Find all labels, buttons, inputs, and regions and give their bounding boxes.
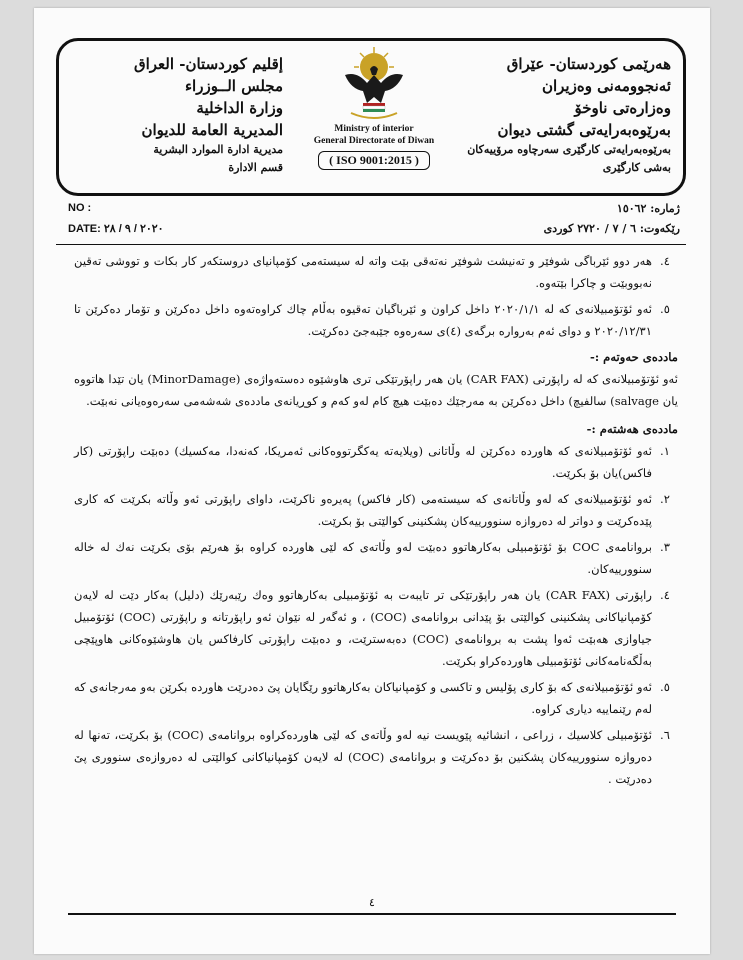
- list-item: [74, 298, 678, 342]
- page-number: ٤: [369, 896, 375, 909]
- list-item: [74, 584, 678, 672]
- letterhead-line: بەشی کارگێری: [602, 161, 671, 174]
- document-number: ژمارە: ١٥٠٦٢: [616, 202, 680, 215]
- no-label: NO :: [68, 202, 92, 214]
- item-number: ٢.: [660, 492, 670, 506]
- english-directorate: General Directorate of Diwan: [313, 136, 435, 146]
- letterhead-line: بەرێوەبەرایەتی گشتی دیوان: [497, 121, 671, 139]
- list-item: [74, 536, 678, 580]
- section-eight-title: ماددەی هەشتەم :-: [586, 422, 678, 436]
- emblem-block: [291, 45, 457, 170]
- document-body: [74, 250, 678, 890]
- document-page: [34, 8, 710, 954]
- letterhead-line: مجلس الــوزراء: [184, 77, 283, 95]
- item-number: ٣.: [660, 540, 670, 554]
- letterhead-line: المديرية العامة للديوان: [141, 121, 283, 139]
- letterhead-line: قسم الادارة: [228, 161, 283, 174]
- letterhead-line: مديرية ادارة الموارد البشرية: [153, 143, 283, 156]
- item-number: ١.: [660, 444, 670, 458]
- item-text: راپۆرتی (CAR FAX) یان هەر راپۆرتێکی تر تایبەت بە ئۆتۆمبیلی بەکارهاتوو وەك رێبەرێك (دلیل) بەکار دێت لە لایەن کۆمپانیاکانی پشکنینی کوالێتی بۆ پێدانی بروانامەی (COC) ، و ئەگەر لە نێوان ئەو راپۆرتانە و راپۆرتی (COC) ئۆتۆمبیل جیاوازی هەبێت ئەوا پشت بە بروانامەی (COC) دەبەسترێت، و دەبێت راپۆرتی کارفاکس یان هاوشێوەکانی هاوپێچی بەڵگەنامەکانی ئۆتۆمبیلی هاوردەکراو بکرێت.: [74, 588, 652, 668]
- kurdistan-eagle-emblem-icon: [337, 45, 411, 123]
- list-item: [74, 440, 678, 484]
- letterhead-line: هەرێمی کوردستان- عێراق: [506, 55, 671, 73]
- divider: [56, 244, 686, 245]
- item-text: ئەو ئۆتۆمبیلانەی کە لەو وڵاتانەی کە سیستەمی (کار فاکس) پەیرەو ناکرێت، داوای راپۆرتی ئەو وڵاتە بکرێت کە کاری پێدەکرێت و دواتر لە دەروازە سنوورییەکان پشکنینی کوالێتی بۆ بکرێت.: [74, 492, 652, 528]
- kurdish-letterhead: [439, 53, 671, 177]
- letterhead-line: وزارة الداخلية: [196, 99, 283, 117]
- letterhead-line: ئەنجوومەنی وەزیران: [541, 77, 671, 95]
- item-number: ٤.: [660, 254, 670, 268]
- document-date: رێکەوت: ٦ / ٧ / ٢٧٢٠ كوردی: [543, 222, 680, 235]
- letterhead-line: إقليم كوردستان- العراق: [133, 55, 283, 73]
- iso-badge: ( ISO 9001:2015 ): [318, 151, 430, 170]
- item-number: ٥.: [660, 302, 670, 316]
- date-label: DATE: ٢٠٢٠ / ٩ / ٢٨: [68, 223, 164, 235]
- list-item: [74, 250, 678, 294]
- section-seven-title: ماددەی حەوتەم :-: [590, 350, 678, 364]
- item-text: ئەو ئۆتۆمبیلانەی کە هاوردە دەکرێن لە وڵاتانی (ویلایەتە یەکگرتووەکانی ئەمریکا، کەنەدا، مەکسیك) دەبێت راپۆرتی (کار فاکس)یان بۆ بکرێت.: [74, 444, 652, 480]
- list-item: [74, 488, 678, 532]
- item-number: ٥.: [660, 680, 670, 694]
- item-number: ٦.: [660, 728, 670, 742]
- item-text: ئۆتۆمبیلی کلاسیك ، زراعی ، انشائیە پێویست نیە لەو وڵاتەی کە لێی هاوردەکراوە بروانامەی (COC) بۆ بکرێت، تەنها لە دەروازە سنوورییەکان پشکنین بۆ دەکرێت و بروانامەی (COC) لە لایەن کۆمپانیاکانی کوالێتی لە دەروازەی سنووری پێ دەدرێت .: [74, 728, 652, 786]
- item-text: هەر دوو ئێرباگی شوفێر و تەنیشت شوفێر نەتەقی بێت واتە لە سیستەمی کۆمپانیای دروستکەر کار بکات و تووشی تەقین نەبووبێت و چاکرا بێتەوە.: [74, 254, 652, 290]
- footer-divider: [68, 913, 676, 915]
- letterhead: [56, 38, 686, 196]
- reference-meta: [56, 198, 686, 242]
- item-text: بروانامەی COC بۆ ئۆتۆمبیلی بەکارهاتوو دەبێت لەو وڵاتەی کە لێی هاوردە کراوە بۆ هەرێم بۆی بکرێت نەك لە خالە سنوورییەکان.: [74, 540, 653, 576]
- item-text: ئەو ئۆتۆمبیلانەی کە لە ٢٠٢٠/١/١ داخل کراون و ئێرباگیان تەقیوە بەڵام چاك کراوەتەوە داخل دەکرێن و تۆمار دەکرێن تا ٢٠٢٠/١٢/٣١ و دوای ئەم بەروارە برگەی (٤)ی سەرەوە جێبەجێ دەکرێت.: [74, 302, 653, 338]
- item-number: ٤.: [660, 588, 670, 602]
- list-item: [74, 724, 678, 790]
- english-ministry: Ministry of interior: [334, 124, 414, 134]
- section-seven-text: ئەو ئۆتۆمبیلانەی کە لە راپۆرتی (CAR FAX) یان هەر راپۆرتێکی تری هاوشێوە دەستەواژەی (MinorDamage) یان تێدا هاتووە یان salvage) سالفیچ) داخل دەکرێن بە مەرجێك دەبێت هیچ کام لەو کەم و کوڕیانەی ماددەی شەشەمی سەرەوەیانی نەبێت.: [74, 372, 679, 408]
- list-item: [74, 676, 678, 720]
- item-text: ئەو ئۆتۆمبیلانەی کە بۆ کاری پۆلیس و تاکسی و کۆمپانیاکان بەکارهاتوو رێگایان پێ دەدرێت هاوردە بکرێن بەو مەرجانەی کە لەم رێنماییە دیاری کراوە.: [74, 680, 652, 716]
- letterhead-line: وەزارەتی ناوخۆ: [574, 99, 671, 117]
- letterhead-line: بەرێوەبەرایەتی کارگێری سەرچاوە مرۆییەکان: [467, 143, 671, 156]
- arabic-letterhead: [73, 53, 283, 177]
